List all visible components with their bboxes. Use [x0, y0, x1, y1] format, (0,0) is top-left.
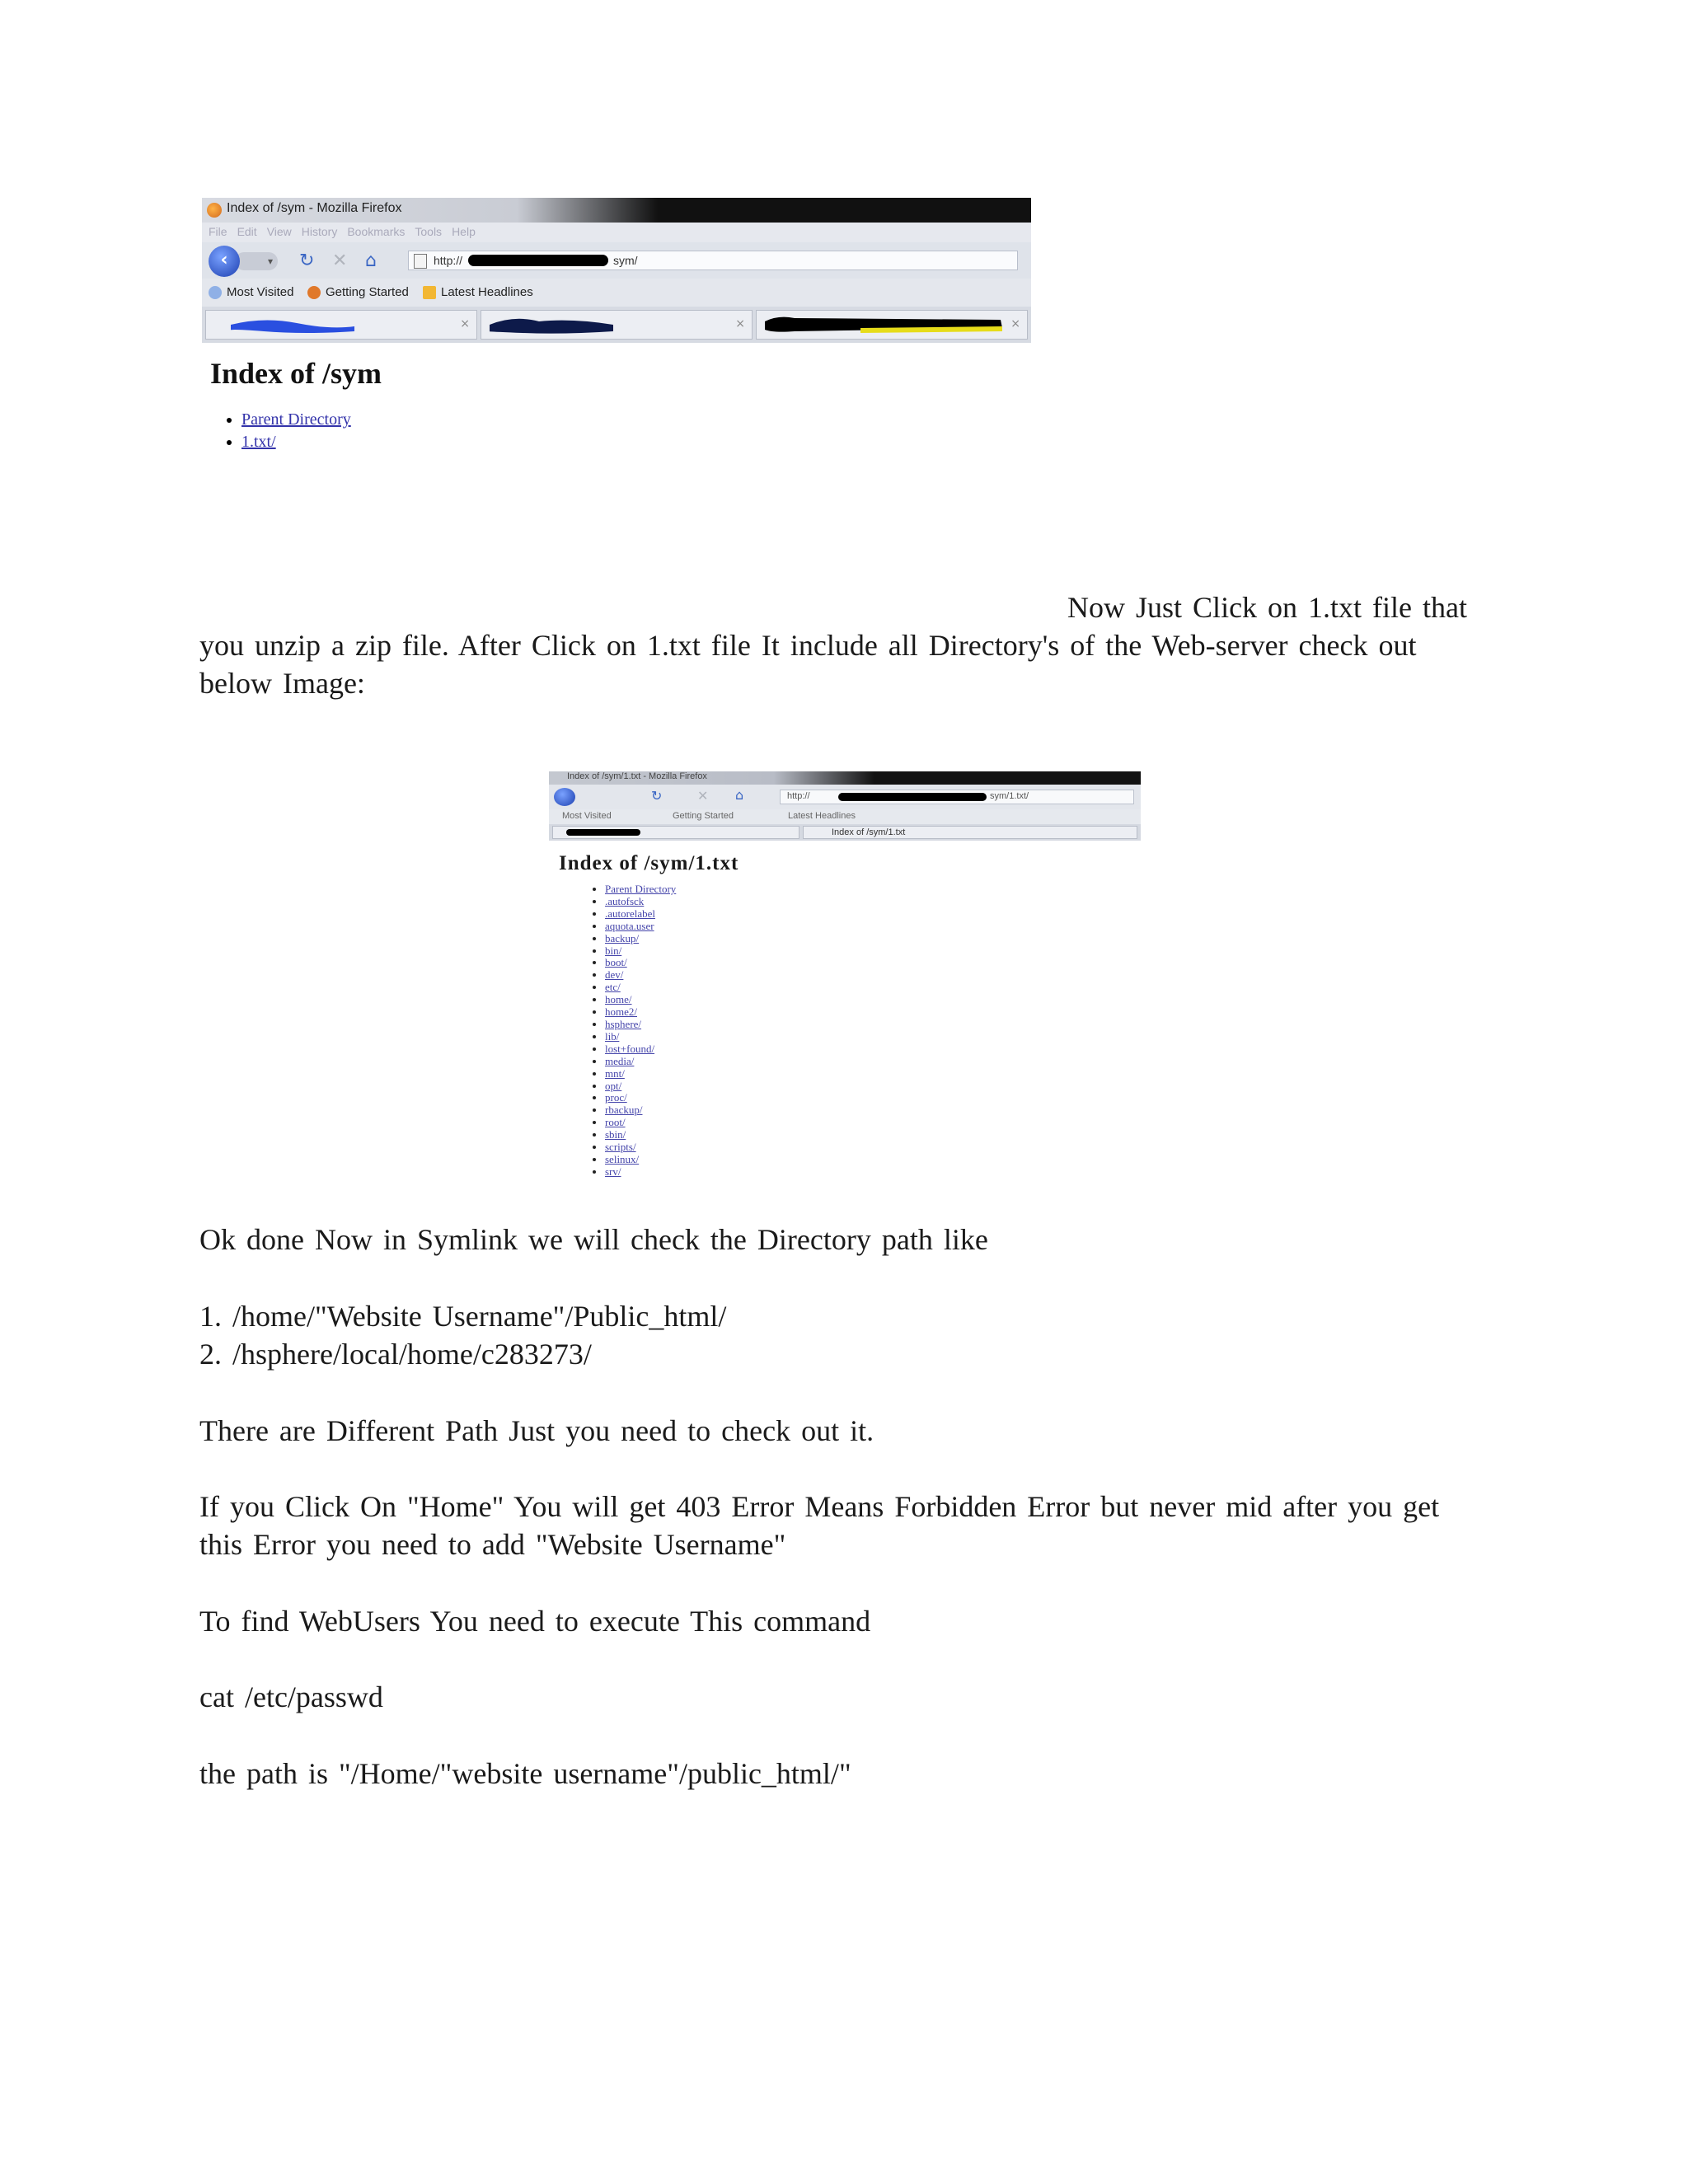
page-heading: Index of /sym/1.txt [559, 852, 739, 874]
url-bar[interactable] [408, 251, 1018, 270]
screenshot-index-of-sym-1-txt [549, 771, 1141, 1183]
directory-list [227, 409, 351, 453]
page-heading: Index of /sym [210, 357, 382, 390]
bookmarks-toolbar [202, 279, 1031, 307]
stop-icon[interactable]: ✕ [697, 788, 709, 804]
window-title: Index of /sym - Mozilla Firefox [227, 201, 402, 215]
home-icon[interactable]: ⌂ [365, 251, 377, 271]
paragraph-find-webusers: To find WebUsers You need to execute This command [199, 1605, 871, 1638]
link-parent-directory[interactable]: Parent Directory [605, 883, 677, 895]
directory-link[interactable]: etc/ [605, 981, 621, 994]
window-title: Index of /sym/1.txt - Mozilla Firefox [567, 771, 707, 781]
directory-link[interactable]: srv/ [605, 1165, 621, 1178]
back-arrow-icon[interactable] [554, 788, 575, 806]
bookmarks-toolbar [549, 809, 1141, 824]
directory-list [590, 883, 676, 1179]
url-prefix: http:// [787, 791, 810, 801]
close-tab-icon[interactable]: × [735, 317, 745, 330]
list-item [605, 1104, 676, 1117]
menu-bookmarks[interactable]: Bookmarks [347, 225, 406, 238]
list-item [605, 1006, 676, 1019]
window-title-bar [549, 771, 1141, 785]
list-item [605, 945, 676, 958]
bookmark-getting-started[interactable] [307, 285, 409, 299]
list-item [605, 982, 676, 994]
intro-line-1: Now Just Click on 1.txt file that [1067, 591, 1467, 624]
path-example-2: 2. /hsphere/local/home/c283273/ [199, 1338, 592, 1371]
directory-link[interactable]: boot/ [605, 956, 627, 969]
menu-tools[interactable]: Tools [415, 225, 443, 238]
directory-link[interactable]: home/ [605, 993, 632, 1006]
directory-link[interactable]: backup/ [605, 931, 640, 944]
back-arrow-icon[interactable]: ‹ [209, 246, 240, 277]
directory-link[interactable]: scripts/ [605, 1141, 636, 1154]
tab-2[interactable]: Index of /sym/1.txt [803, 826, 1137, 839]
redacted-tab-title [762, 313, 1009, 338]
url-prefix: http:// [434, 254, 463, 267]
list-item [605, 1141, 676, 1154]
menu-file[interactable]: File [209, 225, 227, 238]
directory-link[interactable]: sbin/ [605, 1128, 626, 1141]
list-item [605, 1068, 676, 1080]
link-1-txt[interactable]: 1.txt/ [241, 433, 276, 451]
window-title-bar [202, 198, 1031, 223]
list-item [605, 1154, 676, 1166]
directory-link[interactable]: mnt/ [605, 1066, 625, 1080]
list-item [605, 969, 676, 982]
forward-button[interactable]: ▾ [235, 252, 278, 270]
directory-link[interactable]: hsphere/ [605, 1017, 642, 1030]
screenshot-index-of-sym [202, 198, 1031, 470]
menu-history[interactable]: History [301, 225, 338, 238]
list-item [241, 431, 351, 453]
list-item [605, 957, 676, 969]
list-item [605, 1056, 676, 1068]
directory-link[interactable]: opt/ [605, 1079, 622, 1092]
list-item [605, 883, 676, 896]
list-item [605, 933, 676, 945]
list-item [605, 1019, 676, 1031]
bookmark-icon [209, 286, 222, 299]
paragraph-path-is: the path is "/Home/"website username"/public_html/" [199, 1757, 851, 1790]
directory-link[interactable]: selinux/ [605, 1152, 640, 1165]
navigation-toolbar [202, 242, 1031, 279]
redacted-domain [838, 793, 987, 801]
command-text: cat /etc/passwd [199, 1680, 383, 1713]
url-suffix: sym/ [613, 254, 638, 267]
redacted-tab-title [231, 313, 363, 338]
rss-icon [423, 286, 436, 299]
list-item [605, 1117, 676, 1129]
redacted-domain [468, 255, 608, 266]
directory-link[interactable]: proc/ [605, 1091, 627, 1104]
link-parent-directory[interactable]: Parent Directory [241, 410, 351, 429]
list-item [605, 908, 676, 921]
bookmark-most-visited[interactable] [209, 285, 293, 299]
path-example-1: 1. /home/"Website Username"/Public_html/ [199, 1300, 727, 1333]
menu-bar [202, 223, 1031, 242]
menu-view[interactable]: View [266, 225, 292, 238]
reload-icon[interactable]: ↻ [299, 251, 315, 271]
list-item [605, 1129, 676, 1141]
menu-edit[interactable]: Edit [237, 225, 257, 238]
list-item [605, 1166, 676, 1179]
directory-link[interactable]: rbackup/ [605, 1104, 643, 1117]
bookmark-label: Getting Started [326, 285, 409, 299]
list-item [605, 921, 676, 933]
navigation-toolbar [549, 785, 1141, 809]
bookmark-getting-started[interactable]: Getting Started [673, 811, 734, 821]
list-item [605, 1043, 676, 1056]
directory-link[interactable]: .autofsck [605, 894, 645, 907]
directory-link[interactable]: lost+found/ [605, 1042, 655, 1055]
home-icon[interactable]: ⌂ [735, 787, 744, 803]
tab-1[interactable] [552, 826, 799, 839]
intro-paragraph [199, 588, 1469, 702]
list-item [605, 1031, 676, 1043]
tab-3[interactable] [756, 310, 1028, 340]
menu-help[interactable]: Help [452, 225, 476, 238]
page-icon [414, 254, 427, 269]
redacted-tab-title [566, 829, 640, 836]
directory-link[interactable]: home2/ [605, 1005, 637, 1019]
intro-rest: you unzip a zip file. After Click on 1.txt file It include all Directory's of the Web-server check out below Image: [199, 629, 1417, 700]
tab-strip [202, 307, 1031, 343]
list-item [605, 1092, 676, 1104]
firefox-icon [307, 286, 321, 299]
redacted-tab-title [490, 313, 621, 338]
tab-strip [549, 824, 1141, 841]
bookmark-label: Latest Headlines [441, 285, 533, 299]
bookmark-most-visited[interactable]: Most Visited [562, 811, 612, 821]
list-item [605, 994, 676, 1006]
paragraph-symlink-intro: Ok done Now in Symlink we will check the Directory path like [199, 1223, 988, 1256]
reload-icon[interactable]: ↻ [651, 788, 663, 804]
close-tab-icon[interactable]: × [460, 317, 470, 330]
paragraph-403-error: If you Click On "Home" You will get 403 Error Means Forbidden Error but never mid after you get this Error you need to add "Website Username" [199, 1490, 1440, 1561]
tab-1[interactable] [205, 310, 477, 340]
stop-icon[interactable]: ✕ [332, 251, 348, 271]
directory-link[interactable]: bin/ [605, 944, 622, 957]
url-suffix: sym/1.txt/ [990, 791, 1029, 801]
close-tab-icon[interactable]: × [1010, 317, 1020, 330]
directory-link[interactable]: media/ [605, 1054, 635, 1067]
tab-2[interactable] [481, 310, 753, 340]
firefox-icon [207, 203, 222, 218]
paragraph-different-path: There are Different Path Just you need to check out it. [199, 1414, 874, 1447]
directory-link[interactable]: dev/ [605, 968, 624, 982]
directory-link[interactable]: aquota.user [605, 919, 654, 932]
bookmark-latest-headlines[interactable]: Latest Headlines [788, 811, 856, 821]
list-item [605, 1080, 676, 1093]
bookmark-label: Most Visited [227, 285, 294, 299]
url-bar[interactable] [780, 790, 1134, 804]
list-item [605, 896, 676, 908]
bookmark-latest-headlines[interactable] [423, 285, 533, 299]
list-item [241, 409, 351, 431]
directory-link[interactable]: lib/ [605, 1029, 620, 1043]
directory-link[interactable]: root/ [605, 1116, 626, 1129]
directory-link[interactable]: .autorelabel [605, 907, 655, 920]
